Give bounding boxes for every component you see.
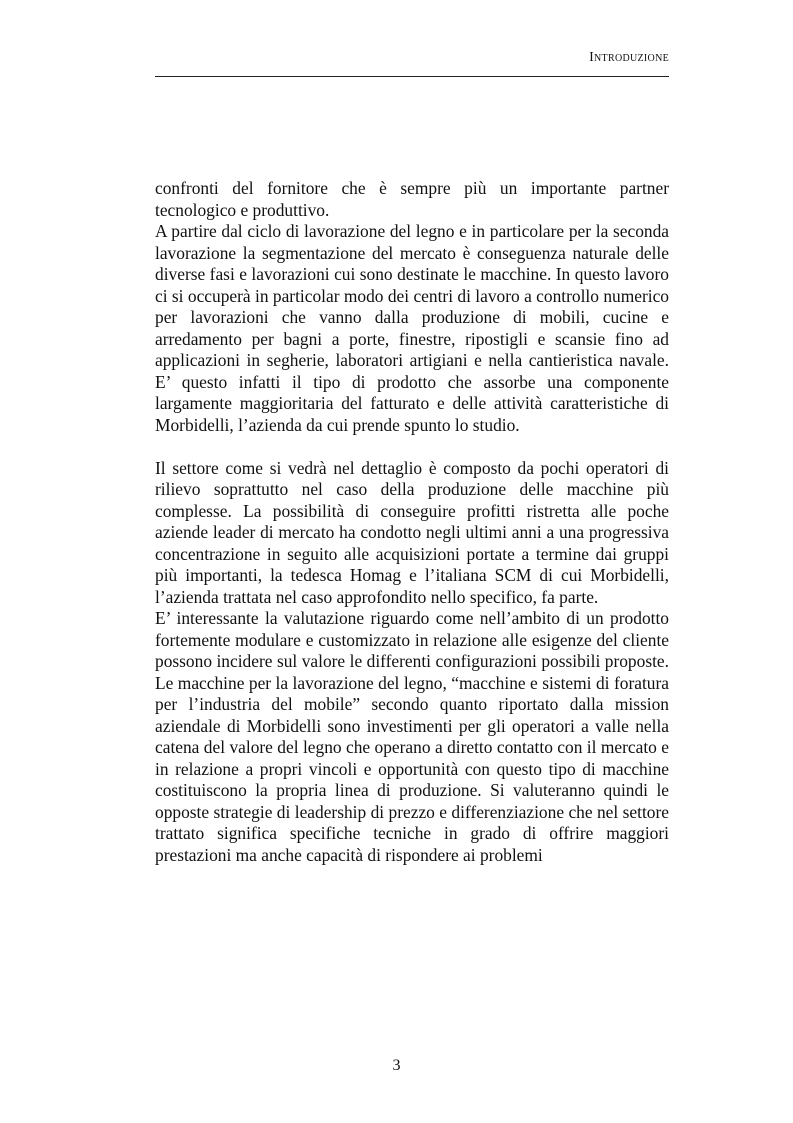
paragraph: Il settore come si vedrà nel dettaglio è composto da pochi operatori di rilievo soprattutto nel caso della produzione delle macchine più complesse. La possibilità di conseguire profitti ristretta alle poche aziende leader di mercato ha condotto negli ultimi anni a una progressiva concentrazione in seguito alle acquisizioni portate a termine dai gruppi più importanti, la tedesca Homag e l’italiana SCM di cui Morbidelli, l’azienda trattata nel caso approfondito nello specifico, fa parte. xyxy=(155,457,669,607)
paragraph: E’ interessante la valutazione riguardo come nell’ambito di un prodotto fortemente modulare e customizzato in relazione alle esigenze del cliente possono incidere sul valore le differenti configurazioni possibili proposte. Le macchine per la lavorazione del legno, “macchine e sistemi di foratura per l’industria del mobile” secondo quanto riportato dalla mission aziendale di Morbidelli sono investimenti per gli operatori a valle nella catena del valore del legno che operano a diretto contatto con il mercato e in relazione a propri vincoli e opportunità con questo tipo di macchine costituiscono la propria linea di produzione. Si valuteranno quindi le opposte strategie di leadership di prezzo e differenziazione che nel settore trattato significa specifiche tecniche in grado di offrire maggiori prestazioni ma anche capacità di rispondere ai problemi xyxy=(155,608,669,865)
page-number: 3 xyxy=(392,1057,401,1074)
running-header-title: Introduzione xyxy=(589,50,669,65)
paragraph: confronti del fornitore che è sempre più un importante partner tecnologico e produttivo. xyxy=(155,178,669,220)
page-header xyxy=(155,50,669,77)
paragraph: A partire dal ciclo di lavorazione del legno e in particolare per la seconda lavorazione la segmentazione del mercato è conseguenza naturale delle diverse fasi e lavorazioni cui sono destinate le macchine. In questo lavoro ci si occuperà in particolar modo dei centri di lavoro a controllo numerico per lavorazioni che vanno dalla produzione di mobili, cucine e arredamento per bagni a porte, finestre, ripostigli e scansie fino ad applicazioni in segherie, laboratori artigiani e nella cantieristica navale. E’ questo infatti il tipo di prodotto che assorbe una componente largamente maggioritaria del fatturato e delle attività caratteristiche di Morbidelli, l’azienda da cui prende spunto lo studio. xyxy=(155,221,669,435)
body-text xyxy=(155,178,669,866)
